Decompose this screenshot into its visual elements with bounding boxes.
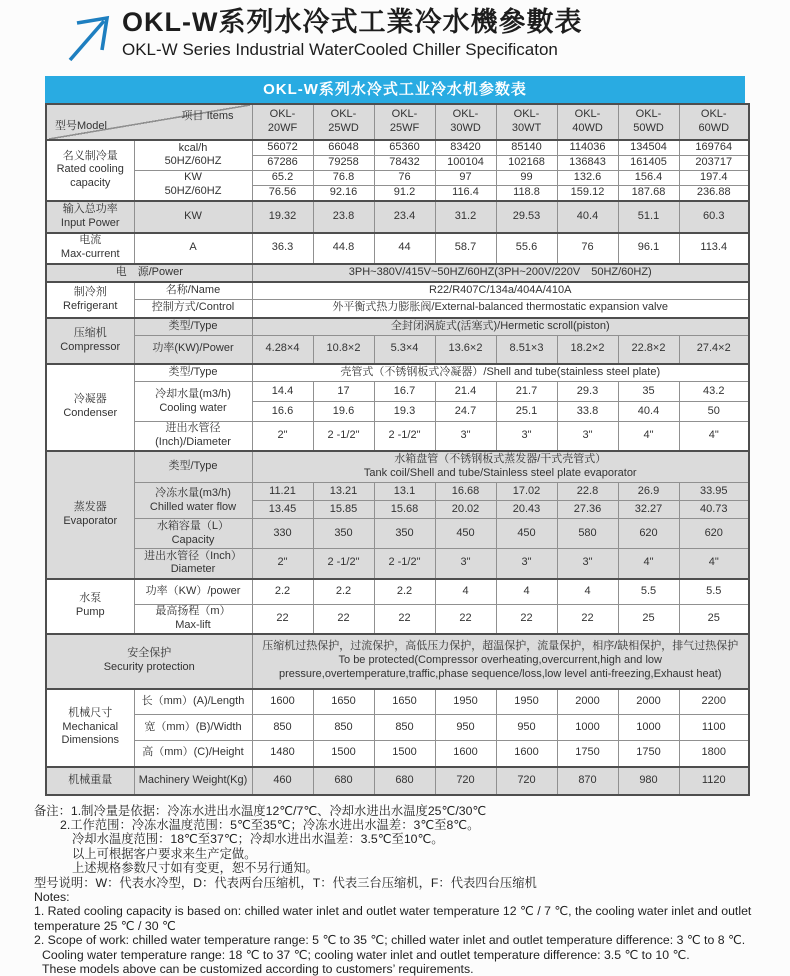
value-cell: 44.8	[313, 233, 374, 264]
value-cell: 13.45	[252, 501, 313, 519]
value-cell: 33.95	[679, 483, 749, 501]
item-label-cell: 宽（mm）(B)/Width	[134, 715, 252, 741]
value-cell: 2.2	[252, 579, 313, 605]
table-row	[46, 318, 749, 336]
value-cell: 96.1	[618, 233, 679, 264]
value-cell: 2 -1/2"	[374, 422, 435, 451]
table-row	[46, 519, 749, 549]
value-cell: 91.2	[374, 185, 435, 200]
value-cell: 36.3	[252, 233, 313, 264]
note-line: 型号说明：W：代表水冷型，D：代表两台压缩机，T：代表三台压缩机，F：代表四台压缩机	[34, 875, 537, 890]
item-label-cell: KW	[134, 201, 252, 233]
note-line: 冷却水温度范围：18℃至37℃；冷却水进出水温差：3.5℃至10℃。	[72, 832, 444, 847]
value-cell: 850	[252, 715, 313, 741]
notes-en	[34, 890, 762, 976]
value-cell: 40.73	[679, 501, 749, 519]
value-cell: 1600	[252, 689, 313, 715]
model-header-cell: OKL- 60WD	[679, 104, 749, 140]
model-header-cell: OKL- 30WT	[496, 104, 557, 140]
model-header-cell: OKL- 25WD	[313, 104, 374, 140]
table-row	[46, 689, 749, 715]
value-cell: 1600	[435, 741, 496, 767]
value-cell: 114036	[557, 140, 618, 155]
note-line: These models above can be customized according to customers’ requirements.	[42, 961, 474, 976]
value-cell: 29.53	[496, 201, 557, 233]
table-row	[46, 170, 749, 185]
value-cell: 31.2	[435, 201, 496, 233]
value-cell: 1600	[496, 741, 557, 767]
value-cell: 67286	[252, 155, 313, 170]
value-cell: 156.4	[618, 170, 679, 185]
value-cell: 11.21	[252, 483, 313, 501]
item-label-cell: 控制方式/Control	[134, 300, 252, 318]
table-row	[46, 140, 749, 155]
value-cell: 78432	[374, 155, 435, 170]
note-line: 备注：1.制冷量是依据：冷冻水进出水温度12℃/7℃、冷却水进出水温度25℃/30℃	[34, 803, 487, 818]
value-cell: 25	[618, 605, 679, 634]
value-cell: 4"	[679, 549, 749, 579]
note-line: Cooling water temperature range: 18 ℃ to 37 ℃; cooling water inlet and outlet temperature difference: 3.5 ℃ to 10 ℃.	[42, 947, 690, 962]
item-label-cell: 类型/Type	[134, 364, 252, 382]
item-label-cell: 高（mm）(C)/Height	[134, 741, 252, 767]
value-cell: 3"	[496, 422, 557, 451]
value-cell: 1950	[496, 689, 557, 715]
table-row	[46, 336, 749, 364]
span-value-cell: R22/R407C/134a/404A/410A	[252, 282, 749, 300]
value-cell: 620	[679, 519, 749, 549]
table-row	[46, 300, 749, 318]
value-cell: 1500	[313, 741, 374, 767]
item-label-cell: 功率（KW）/power	[134, 579, 252, 605]
value-cell: 18.2×2	[557, 336, 618, 364]
value-cell: 1750	[557, 741, 618, 767]
value-cell: 4	[496, 579, 557, 605]
table-row	[46, 451, 749, 483]
item-label-cell: Machinery Weight(Kg)	[134, 767, 252, 795]
group-label-cell: 安全保护 Security protection	[46, 634, 252, 689]
value-cell: 26.9	[618, 483, 679, 501]
item-label-cell: 类型/Type	[134, 318, 252, 336]
table-banner: OKL-W系列水冷式工业冷水机参数表	[45, 76, 745, 103]
value-cell: 850	[313, 715, 374, 741]
item-label-cell: 长（mm）(A)/Length	[134, 689, 252, 715]
value-cell: 29.3	[557, 382, 618, 402]
item-label-cell: 冷冻水量(m3/h) Chilled water flow	[134, 483, 252, 519]
value-cell: 76	[374, 170, 435, 185]
value-cell: 16.6	[252, 402, 313, 422]
value-cell: 330	[252, 519, 313, 549]
value-cell: 66048	[313, 140, 374, 155]
value-cell: 136843	[557, 155, 618, 170]
model-header-cell: OKL- 20WF	[252, 104, 313, 140]
value-cell: 22.8	[557, 483, 618, 501]
value-cell: 17	[313, 382, 374, 402]
value-cell: 99	[496, 170, 557, 185]
value-cell: 680	[313, 767, 374, 795]
table-row	[46, 715, 749, 741]
group-label-cell: 冷凝器 Condenser	[46, 364, 134, 451]
value-cell: 203717	[679, 155, 749, 170]
value-cell: 460	[252, 767, 313, 795]
page-title-en: OKL-W Series Industrial WaterCooled Chiller Specificaton	[122, 40, 558, 59]
value-cell: 25	[679, 605, 749, 634]
value-cell: 55.6	[496, 233, 557, 264]
model-header-cell: OKL- 30WD	[435, 104, 496, 140]
value-cell: 4	[557, 579, 618, 605]
value-cell: 350	[313, 519, 374, 549]
value-cell: 720	[435, 767, 496, 795]
table-row	[46, 233, 749, 264]
span-value-cell: 壳管式（不锈钢板式冷凝器）/Shell and tube(stainless steel plate)	[252, 364, 749, 382]
value-cell: 35	[618, 382, 679, 402]
value-cell: 4	[435, 579, 496, 605]
value-cell: 8.51×3	[496, 336, 557, 364]
group-label-cell: 电流 Max-current	[46, 233, 134, 264]
value-cell: 5.5	[679, 579, 749, 605]
value-cell: 22	[496, 605, 557, 634]
corner-items-label: 项目 Items	[181, 110, 234, 122]
spec-table-body	[46, 104, 749, 795]
spec-table	[45, 103, 750, 796]
value-cell: 92.16	[313, 185, 374, 200]
value-cell: 870	[557, 767, 618, 795]
value-cell: 50	[679, 402, 749, 422]
value-cell: 197.4	[679, 170, 749, 185]
value-cell: 4"	[679, 422, 749, 451]
value-cell: 680	[374, 767, 435, 795]
value-cell: 350	[374, 519, 435, 549]
value-cell: 1000	[557, 715, 618, 741]
value-cell: 65.2	[252, 170, 313, 185]
value-cell: 43.2	[679, 382, 749, 402]
value-cell: 14.4	[252, 382, 313, 402]
span-value-cell: 3PH~380V/415V~50HZ/60HZ(3PH~200V/220V 50HZ/60HZ)	[252, 264, 749, 282]
value-cell: 97	[435, 170, 496, 185]
value-cell: 22	[557, 605, 618, 634]
note-line: 2. Scope of work: chilled water temperature range: 5 ℃ to 35 ℃; chilled water inlet and outlet temperature difference: 3 ℃ to 8 ℃.	[34, 933, 746, 948]
value-cell: 1650	[313, 689, 374, 715]
value-cell: 720	[496, 767, 557, 795]
item-label-cell: 水箱容量（L） Capacity	[134, 519, 252, 549]
item-label-cell: 冷却水量(m3/h) Cooling water	[134, 382, 252, 422]
value-cell: 450	[496, 519, 557, 549]
value-cell: 20.43	[496, 501, 557, 519]
value-cell: 76.8	[313, 170, 374, 185]
value-cell: 20.02	[435, 501, 496, 519]
value-cell: 76	[557, 233, 618, 264]
value-cell: 102168	[496, 155, 557, 170]
value-cell: 85140	[496, 140, 557, 155]
value-cell: 2 -1/2"	[374, 549, 435, 579]
value-cell: 51.1	[618, 201, 679, 233]
value-cell: 19.32	[252, 201, 313, 233]
table-row	[46, 579, 749, 605]
table-row	[46, 201, 749, 233]
table-row	[46, 104, 749, 140]
value-cell: 1500	[374, 741, 435, 767]
value-cell: 22	[313, 605, 374, 634]
value-cell: 23.4	[374, 201, 435, 233]
value-cell: 1000	[618, 715, 679, 741]
value-cell: 17.02	[496, 483, 557, 501]
value-cell: 1100	[679, 715, 749, 741]
value-cell: 58.7	[435, 233, 496, 264]
power-label-cell: 电 源/Power	[46, 264, 252, 282]
corner-model-label: 型号Model	[55, 120, 107, 133]
table-row	[46, 264, 749, 282]
value-cell: 113.4	[679, 233, 749, 264]
table-row	[46, 422, 749, 451]
value-cell: 76.56	[252, 185, 313, 200]
table-row	[46, 741, 749, 767]
value-cell: 3"	[435, 422, 496, 451]
item-label-cell: 类型/Type	[134, 451, 252, 483]
group-label-cell: 名义制冷量 Rated cooling capacity	[46, 140, 134, 201]
item-label-cell: 进出水管径 (Inch)/Diameter	[134, 422, 252, 451]
table-row	[46, 634, 749, 689]
value-cell: 16.7	[374, 382, 435, 402]
value-cell: 450	[435, 519, 496, 549]
value-cell: 3"	[557, 422, 618, 451]
model-header-cell: OKL- 40WD	[557, 104, 618, 140]
value-cell: 1750	[618, 741, 679, 767]
value-cell: 60.3	[679, 201, 749, 233]
span-value-cell: 全封闭涡旋式(活塞式)/Hermetic scroll(piston)	[252, 318, 749, 336]
value-cell: 22	[374, 605, 435, 634]
value-cell: 2"	[252, 549, 313, 579]
protection-text-cell: 压缩机过热保护，过流保护，高低压力保护，超温保护，流量保护，相序/缺相保护，排气过热保护 To be protected(Compressor overheating,overcurrent,high and low pressure,overtemperature,traffic,phase sequence/loss,low level anti-freezing,Exhaust heat)	[252, 634, 749, 689]
value-cell: 15.68	[374, 501, 435, 519]
value-cell: 950	[435, 715, 496, 741]
value-cell: 3"	[557, 549, 618, 579]
value-cell: 79258	[313, 155, 374, 170]
value-cell: 159.12	[557, 185, 618, 200]
value-cell: 980	[618, 767, 679, 795]
value-cell: 10.8×2	[313, 336, 374, 364]
value-cell: 2 -1/2"	[313, 549, 374, 579]
item-label-cell: 进出水管径（Inch） Diameter	[134, 549, 252, 579]
value-cell: 2000	[557, 689, 618, 715]
table-row	[46, 483, 749, 501]
value-cell: 22.8×2	[618, 336, 679, 364]
value-cell: 22	[252, 605, 313, 634]
value-cell: 236.88	[679, 185, 749, 200]
group-label-cell: 机械尺寸 Mechanical Dimensions	[46, 689, 134, 767]
value-cell: 13.21	[313, 483, 374, 501]
value-cell: 1480	[252, 741, 313, 767]
span-value-cell: 外平衡式热力膨胀阀/External-balanced thermostatic expansion valve	[252, 300, 749, 318]
value-cell: 5.3×4	[374, 336, 435, 364]
item-label-cell: KW 50HZ/60HZ	[134, 170, 252, 200]
value-cell: 850	[374, 715, 435, 741]
table-row	[46, 382, 749, 402]
value-cell: 4"	[618, 422, 679, 451]
model-header-cell: OKL- 50WD	[618, 104, 679, 140]
value-cell: 56072	[252, 140, 313, 155]
value-cell: 2.2	[313, 579, 374, 605]
value-cell: 24.7	[435, 402, 496, 422]
value-cell: 2000	[618, 689, 679, 715]
page-title-zh: OKL-W系列水冷式工業冷水機參數表	[122, 7, 583, 37]
group-label-cell: 蒸发器 Evaporator	[46, 451, 134, 579]
value-cell: 3"	[435, 549, 496, 579]
value-cell: 21.7	[496, 382, 557, 402]
value-cell: 1800	[679, 741, 749, 767]
notes-zh	[34, 804, 762, 890]
value-cell: 580	[557, 519, 618, 549]
table-row	[46, 282, 749, 300]
item-label-cell: 名称/Name	[134, 282, 252, 300]
note-line: 1. Rated cooling capacity is based on: chilled water inlet and outlet water temperature 12 ℃ / 7 ℃, the cooling water inlet and outlet	[34, 904, 752, 919]
note-line: 以上可根据客户要求来生产定做。	[72, 846, 257, 861]
value-cell: 16.68	[435, 483, 496, 501]
group-label-cell: 输入总功率 Input Power	[46, 201, 134, 233]
value-cell: 187.68	[618, 185, 679, 200]
value-cell: 134504	[618, 140, 679, 155]
value-cell: 950	[496, 715, 557, 741]
corner-cell	[46, 104, 252, 140]
value-cell: 22	[435, 605, 496, 634]
value-cell: 65360	[374, 140, 435, 155]
item-label-cell: A	[134, 233, 252, 264]
span-value-cell: 水箱盘管（不锈钢板式蒸发器/干式壳管式） Tank coil/Shell and tube/Stainless steel plate evaporator	[252, 451, 749, 483]
value-cell: 118.8	[496, 185, 557, 200]
value-cell: 2200	[679, 689, 749, 715]
value-cell: 2 -1/2"	[313, 422, 374, 451]
arrow-icon	[62, 8, 114, 62]
value-cell: 4"	[618, 549, 679, 579]
value-cell: 27.4×2	[679, 336, 749, 364]
model-header-cell: OKL- 25WF	[374, 104, 435, 140]
page-header	[0, 0, 790, 64]
value-cell: 1650	[374, 689, 435, 715]
group-label-cell: 压缩机 Compressor	[46, 318, 134, 364]
value-cell: 13.1	[374, 483, 435, 501]
note-line: 2.工作范围：冷冻水温度范围：5℃至35℃；冷冻水进出水温差：3℃至8℃。	[60, 817, 480, 832]
value-cell: 620	[618, 519, 679, 549]
value-cell: 1120	[679, 767, 749, 795]
table-row	[46, 767, 749, 795]
item-label-cell: 功率(KW)/Power	[134, 336, 252, 364]
item-label-cell: kcal/h 50HZ/60HZ	[134, 140, 252, 170]
value-cell: 116.4	[435, 185, 496, 200]
note-line: Notes:	[34, 889, 70, 904]
value-cell: 19.3	[374, 402, 435, 422]
value-cell: 33.8	[557, 402, 618, 422]
value-cell: 13.6×2	[435, 336, 496, 364]
value-cell: 169764	[679, 140, 749, 155]
table-row	[46, 549, 749, 579]
group-label-cell: 机械重量	[46, 767, 134, 795]
value-cell: 21.4	[435, 382, 496, 402]
table-row	[46, 605, 749, 634]
group-label-cell: 制冷剂 Refrigerant	[46, 282, 134, 318]
value-cell: 15.85	[313, 501, 374, 519]
item-label-cell: 最高扬程（m） Max-lift	[134, 605, 252, 634]
value-cell: 19.6	[313, 402, 374, 422]
value-cell: 25.1	[496, 402, 557, 422]
value-cell: 5.5	[618, 579, 679, 605]
group-label-cell: 水泵 Pump	[46, 579, 134, 634]
value-cell: 2"	[252, 422, 313, 451]
table-row	[46, 364, 749, 382]
value-cell: 161405	[618, 155, 679, 170]
value-cell: 32.27	[618, 501, 679, 519]
value-cell: 132.6	[557, 170, 618, 185]
value-cell: 40.4	[557, 201, 618, 233]
note-line: 上述规格参数尺寸如有变更，恕不另行通知。	[72, 861, 318, 876]
value-cell: 27.36	[557, 501, 618, 519]
value-cell: 100104	[435, 155, 496, 170]
value-cell: 3"	[496, 549, 557, 579]
value-cell: 44	[374, 233, 435, 264]
value-cell: 4.28×4	[252, 336, 313, 364]
note-line: temperature 25 ℃ / 30 ℃	[34, 918, 176, 933]
value-cell: 40.4	[618, 402, 679, 422]
title-block	[122, 6, 582, 60]
value-cell: 2.2	[374, 579, 435, 605]
value-cell: 1950	[435, 689, 496, 715]
value-cell: 23.8	[313, 201, 374, 233]
value-cell: 83420	[435, 140, 496, 155]
